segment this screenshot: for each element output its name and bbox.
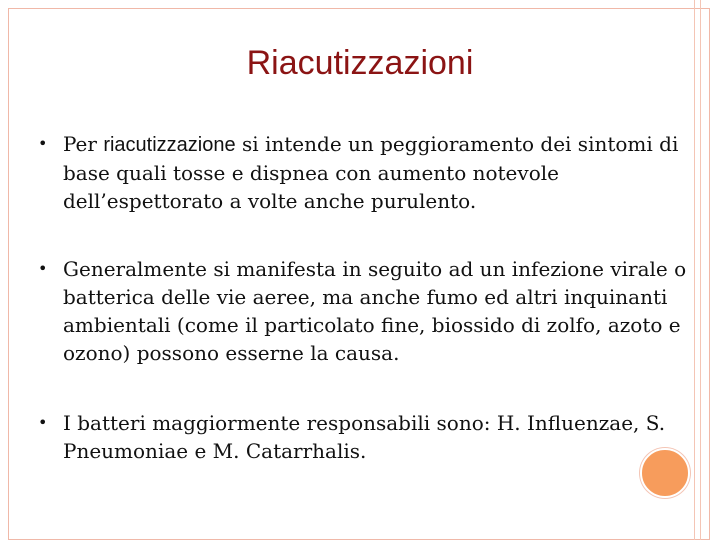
bullet-text: si intende un peggioramento dei sintomi di base quali tosse e dispnea con aumento notevole dell’espettorato a volte anche purulento. <box>63 132 679 213</box>
bullet-dot-icon: • <box>38 413 48 432</box>
bullet-item <box>38 130 688 215</box>
bullet-dot-icon: • <box>38 134 48 153</box>
decorative-circle-icon <box>640 448 690 498</box>
slide-title: Riacutizzazioni <box>246 44 474 82</box>
bullet-dot-icon: • <box>38 259 48 278</box>
bullet-item <box>38 255 688 367</box>
bullet-item <box>38 409 688 465</box>
bullet-text: I batteri maggiormente responsabili sono: H. Influenzae, S. Pneumoniae e M. Catarrhalis. <box>63 411 666 463</box>
bullet-term: riacutizzazione <box>103 134 236 156</box>
bullet-list <box>38 120 688 465</box>
bullet-text: Generalmente si manifesta in seguito ad un infezione virale o batterica delle vie aeree, ma anche fumo ed altri inquinanti ambientali (come il particolato fine, biossido di zolfo, azoto e ozono) possono esserne la causa. <box>63 257 687 365</box>
bullet-prefix: Per <box>63 132 104 156</box>
